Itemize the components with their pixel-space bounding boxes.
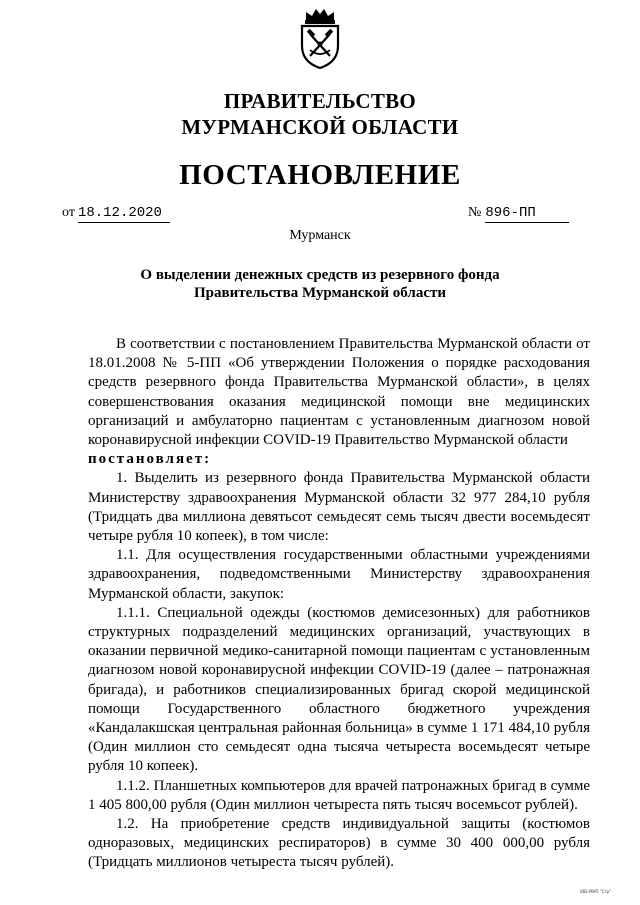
- document-city: Мурманск: [289, 228, 351, 243]
- footer-code: 082-МНП "Сгр": [580, 889, 611, 894]
- clause-1-1-2: 1.1.2. Планшетных компьютеров для врачей патронажных бригад в сумме 1 405 800,00 рубля (Один миллион четыреста пять тысяч восемьсот рублей).: [88, 777, 590, 813]
- clause-1: 1. Выделить из резервного фонда Правительства Мурманской области Министерству здравоохранения Мурманской области 32 977 284,10 рубля (Тридцать два миллиона девятьсот семьдесят семь тысяч двести восемьдесят четыре рубля 10 копеек), в том числе:: [88, 470, 590, 545]
- document-date: [62, 204, 170, 223]
- clause-1-1-1: 1.1.1. Специальной одежды (костюмов демисезонных) для работников структурных подразделений медицинских организаций, участвующих в оказании первичной медико-санитарной помощи пациентам с установленным диагнозом новой коронавирусной инфекции COVID-19 (далее – патронажная бригада), и работников специализированных бригад скорой медицинской помощи Государственного областного бюджетного учреждения «Кандалакшская центральная районная больница» в сумме 1 171 484,10 рубля (Один миллион сто семьдесят одна тысяча четыреста восемьдесят четыре рубля 10 копеек).: [88, 604, 590, 775]
- subject-line2: Правительства Мурманской области: [193, 285, 447, 301]
- clause-1-2: 1.2. На приобретение средств индивидуальной защиты (костюмов одноразовых, медицинских респираторов) в сумме 30 400 000,00 рубля (Тридцать миллионов четыреста тысяч рублей).: [88, 816, 590, 871]
- organization-name-line2: МУРМАНСКОЙ ОБЛАСТИ: [181, 115, 459, 139]
- clause-1-1: 1.1. Для осуществления государственными областными учреждениями здравоохранения, подведомственными Министерству здравоохранения Мурманской области, закупок:: [88, 547, 590, 602]
- coat-of-arms-icon: [296, 6, 344, 70]
- preamble-paragraph: В соответствии с постановлением Правительства Мурманской области от 18.01.2008 № 5-ПП «Об утверждении Положения о порядке расходования средств резервного фонда Правительства Мурманской области», в целях совершенствования оказания медицинской помощи вне медицинских организаций и амбулаторно пациентам с установленным диагнозом новой коронавирусной инфекции COVID-19 Правительство Мурманской области: [88, 336, 590, 449]
- document-body: [88, 335, 590, 873]
- number-prefix: №: [468, 205, 482, 220]
- document-number: [468, 204, 569, 223]
- resolve-keyword: постановляет:: [88, 451, 212, 468]
- organization-name-line1: ПРАВИТЕЛЬСТВО: [223, 89, 417, 113]
- document-type-title: ПОСТАНОВЛЕНИЕ: [179, 159, 461, 191]
- subject-line1: О выделении денежных средств из резервного фонда: [140, 267, 500, 283]
- number-value: 896-ПП: [485, 204, 569, 223]
- date-value: 18.12.2020: [78, 204, 170, 223]
- date-prefix: от: [62, 205, 75, 220]
